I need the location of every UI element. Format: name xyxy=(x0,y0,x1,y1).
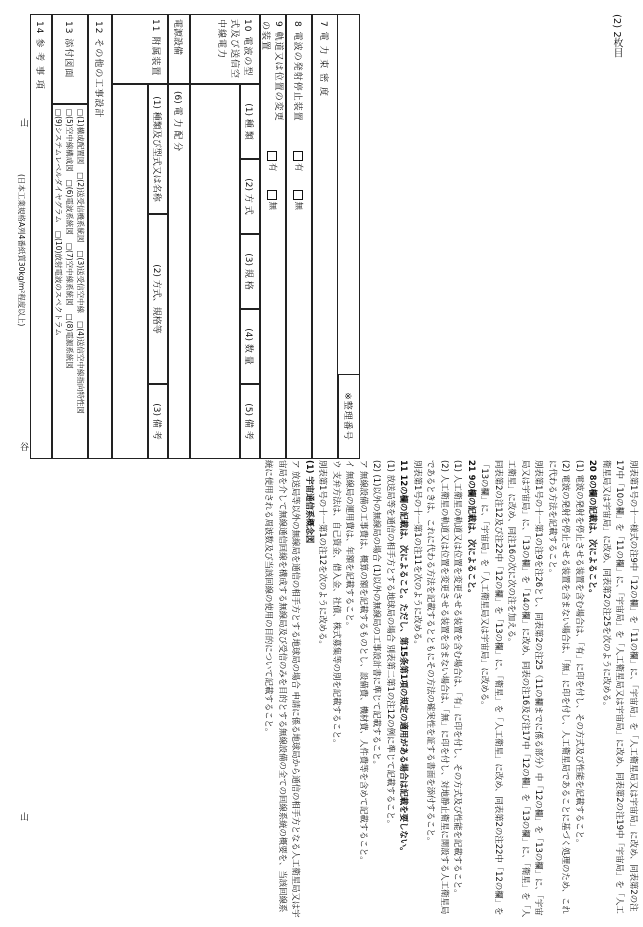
row-11-col-1: (1) 種類及び型式又は名称 xyxy=(148,84,168,214)
fold-mark-bottom: 山 xyxy=(20,813,30,823)
row-10-col-2: (2) 方 式 xyxy=(240,159,260,234)
note-item-c: ウ 支弁方法は、自己資金、借入金、社債、株式募集等の別を記載すること。 xyxy=(332,460,342,748)
note-21-1: (1) 人工衛星の軌道又は位置を変更させる装置を含む場合は、「有」に印を付し、その方式及び性能を記載すること。 xyxy=(453,460,464,898)
fold-mark-mid: 谷 xyxy=(20,443,30,453)
row-7-label: 7 電 力 束 密 度 xyxy=(318,21,329,98)
row-10-col-1: (1) 種 類 xyxy=(240,84,260,159)
note-11-2: (2) (1)以外の無線局の場合 (1)以外の無線局の工事設計書に準じて記載すること。 xyxy=(372,460,383,769)
power-supply-label: 電源設備 xyxy=(172,19,183,56)
row-10-col-4: (4) 数 量 xyxy=(240,309,260,384)
intro-paragraph: 別表第1号の十一様式の注9中「12の欄」を「11の欄」に、「宇宙局」を「人工衛星局又は宇宙局」に改め、同表第2の注17中「10の欄」を「11の欄」に、「宇宙局」を「人工衛星局又は宇宙局」に改め、同表第2の注19中「宇宙局」を「人工衛星局又は宇宙局」に改め、同表第2の注25を次のように改める。 xyxy=(602,460,639,914)
drawing-item[interactable]: □(7)空中線系統図 xyxy=(65,242,75,306)
row-9-no[interactable]: 無 xyxy=(267,190,279,211)
drawing-item[interactable]: □(9)システムレベルダイヤグラム xyxy=(54,109,64,223)
drawing-item[interactable]: □(2)送受信機系統図 xyxy=(76,172,86,243)
note-20: 20 8の欄の記載は、次によること。 xyxy=(588,460,599,598)
row-10-col-5: (5) 備 考 xyxy=(240,384,260,459)
row-13-label: 13 添付図面 xyxy=(63,21,74,79)
row-10-col-3: (3) 規 格 xyxy=(240,234,260,309)
row-7 xyxy=(312,14,338,459)
drawing-item[interactable]: □(10)放射電波のスペクトラム xyxy=(54,230,64,336)
body-paragraph-2: 同表第2の注12及び注22中「12の欄」を「13の欄」に、「衛星」を「人工衛星」に改め、同表第2の注22中「12の欄」を「13の欄」に、「宇宙局」を「人工衛星局又は宇宙局」に改める。 xyxy=(480,460,504,916)
row-14[interactable] xyxy=(30,14,52,459)
body-paragraph-1: 別表第1号の十一第1の注9を注26とし、同表第2の注25（11の欄までに係る部分）中「12の欄」を「13の欄」に、「宇宙局又は宇宙局」に、「13の欄」を「14の欄」に改め、同表の注16及び注17中「12の欄」を「13の欄」に、「衛星」を「人工衛星」に改め、同注16の次に次の注を加える。 xyxy=(507,460,545,918)
power-supply-label-cell xyxy=(168,14,190,84)
row-12[interactable] xyxy=(88,14,112,459)
note-11: 11 12の欄の記載は、次によること。ただし、第15条第1項の規定の適用がある場合は記載を要しない。 xyxy=(399,460,410,856)
note-20-1: (1) 電波の発射を停止させる装置を含む場合は、「有」に印を付し、その方式及び性能を記載すること。 xyxy=(575,460,585,848)
checkbox-icon xyxy=(294,151,304,161)
row-10-label-cell xyxy=(190,14,260,84)
application-form xyxy=(17,14,360,459)
note-item-b: イ 無線局の運用費は、年額を記載すること。 xyxy=(345,460,356,631)
note-20-2: (2) 電波の発射を停止させる装置を含まない場合は、「無」に印を付し、人工衛星局であることに基づく処理のため、これに代わる方法を記載すること。 xyxy=(548,460,572,914)
page-number: (2) 2枚目 xyxy=(611,14,622,58)
reference-number-box xyxy=(338,374,360,459)
row-11-col-2: (2) 方式、規格等 xyxy=(148,214,168,384)
row-9 xyxy=(260,14,286,459)
row-10-input[interactable] xyxy=(190,84,240,459)
drawing-item[interactable]: □(3)送受信空中線 xyxy=(76,250,86,314)
note-12: (1) 宇宙通信系概念図 xyxy=(305,460,315,544)
drawing-item[interactable]: □(4)送信空中線指向特性図 xyxy=(76,321,86,414)
drawing-item[interactable]: □(8)電源系統図 xyxy=(65,313,75,369)
checkbox-icon xyxy=(268,190,278,200)
note-12-a: ア 放送局等以外の無線局を通信の相手方とする地球局の場合 申請に係る地球局から通信の相手方となる人工衛星局又は宇宙局を介して無線通信回線を構成する無線局及び受信のみを目的とする無線設備の全ての回線系統の概要を、当該回線系統に使用される周波数及び当該回線の使用の目的について記載すること。 xyxy=(264,460,302,918)
drawing-item[interactable]: □(5)空中線構成図 xyxy=(65,109,75,172)
paper-spec-note: (日本工業規格A列4番紙質30kg/m²程度以上) xyxy=(17,174,26,327)
attached-drawings-list xyxy=(52,104,88,459)
row-11-label: 11 附属装置 xyxy=(150,19,160,77)
note-item-a: ア 無線設備の工事費は、概算の額を記載するものとし、設備費、機材費、人件費等を含めて記載すること。 xyxy=(359,460,369,865)
row-11-col-3: (3) 備 考 xyxy=(148,384,168,459)
note-21: 21 9の欄の記載は、次によること。 xyxy=(467,460,477,598)
power-distribution-cell[interactable] xyxy=(168,84,190,459)
reference-number-label: ※整理番号 xyxy=(342,392,353,441)
row-10-label: 10 電波の型式及び送信空中線電力 xyxy=(216,19,252,80)
body-paragraph-4: 別表第1号の十一第1の注12を次のように改める。 xyxy=(318,460,329,649)
row-13-label-cell xyxy=(52,14,88,104)
power-distribution-label: (6) 電 力 配 分 xyxy=(172,91,183,152)
amendment-notes xyxy=(264,460,640,920)
row-11-label-cell xyxy=(112,14,168,84)
drawing-item[interactable]: □(6)電波系統図 xyxy=(65,179,75,235)
checkbox-icon xyxy=(268,151,278,161)
body-paragraph-3: 別表第1号の十一第1の注11を次のように改める。 xyxy=(413,460,423,649)
row-8-no[interactable]: 無 xyxy=(293,190,305,211)
drawing-item[interactable]: □(1)構成配置図 xyxy=(76,109,86,165)
fold-mark-top: 山 xyxy=(20,119,30,129)
row-14-label: 14 参 考 事 項 xyxy=(34,21,45,90)
checkbox-icon xyxy=(294,190,304,200)
note-11-1: (1) 放送局等を通信の相手方とする地球局の場合 別表第二第1の注12の例に準じて記載すること。 xyxy=(386,460,396,829)
row-8-yes[interactable]: 有 xyxy=(293,151,305,172)
note-21-2: (2) 人工衛星の軌道又は位置を変更させる装置を含まない場合は、「無」に印を付し、対地静止衛星に開設する人工衛星局であるときは、これに代わる方法を記載するとともにその方法の確実性を証する書面を添付すること。 xyxy=(426,460,450,915)
row-8-label: 8 電波の発射停止装置 xyxy=(292,21,303,122)
row-9-yes[interactable]: 有 xyxy=(267,151,279,172)
row-11-input[interactable] xyxy=(112,84,148,459)
row-9-label: 9 軌道又は位置の変更の装置 xyxy=(260,21,283,122)
row-12-label: 12 その他の工事設計 xyxy=(93,21,104,119)
row-8 xyxy=(286,14,312,459)
